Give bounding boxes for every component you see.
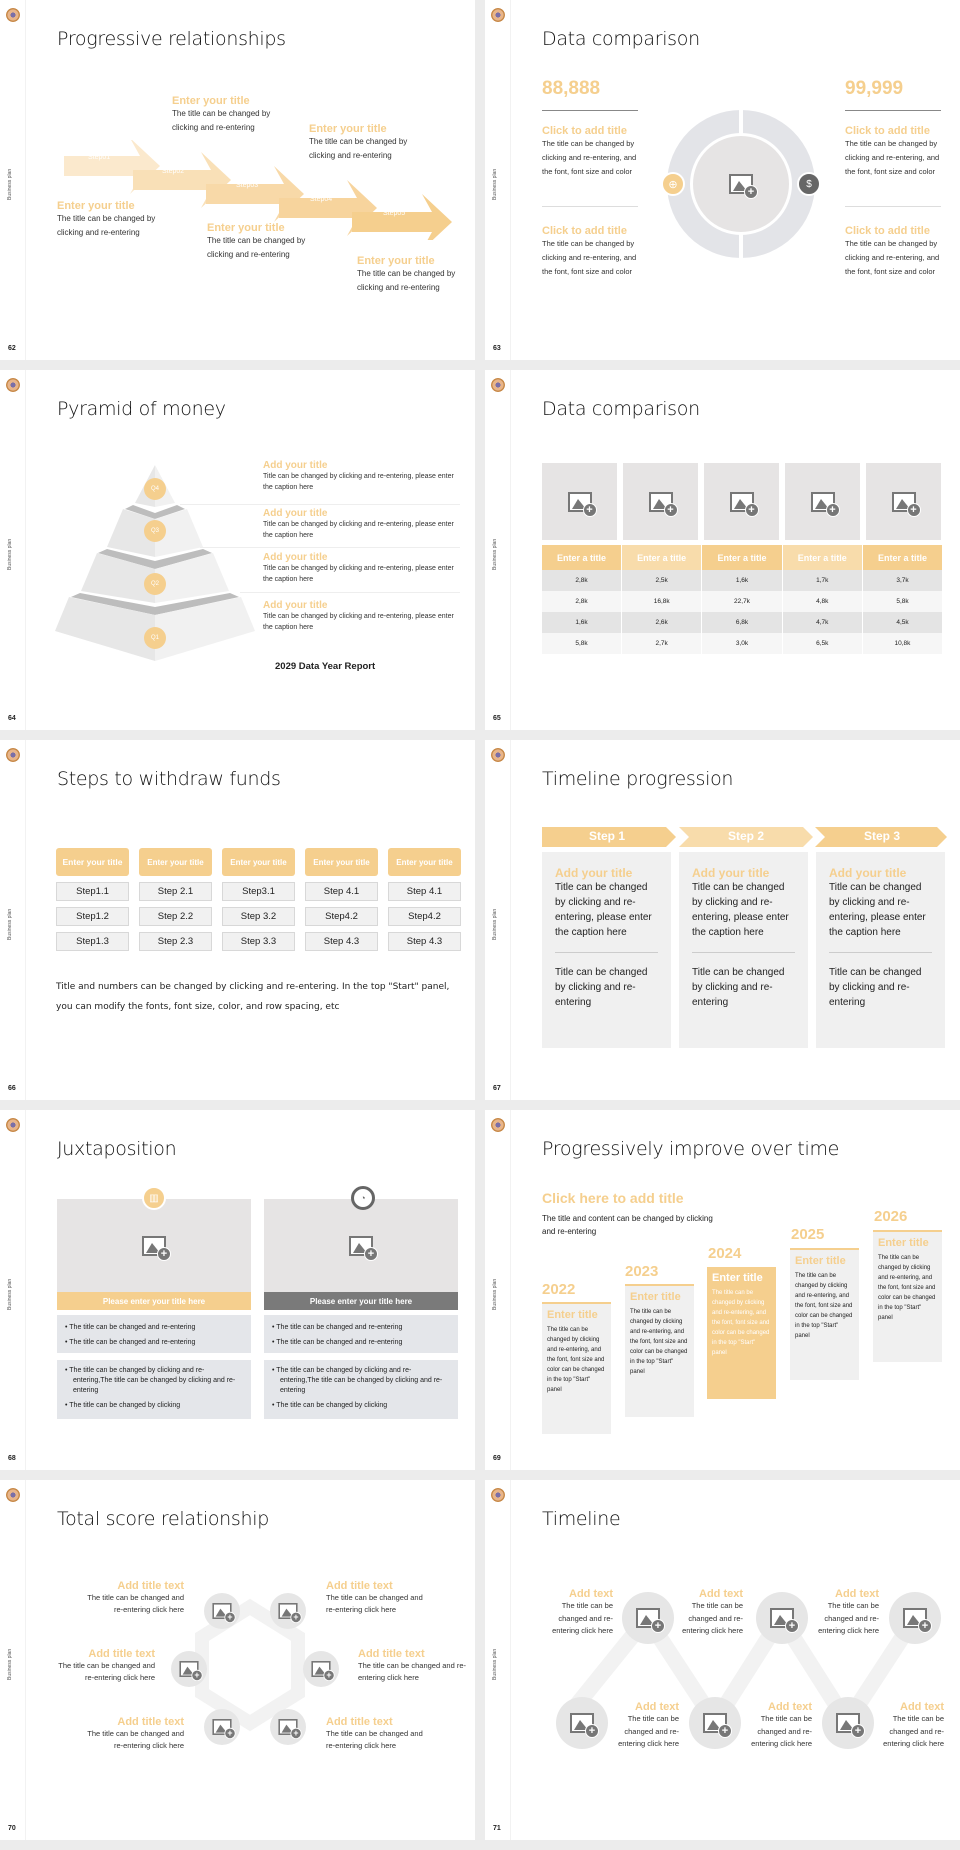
image-placeholder[interactable]: [556, 1697, 608, 1749]
column-head[interactable]: Enter your title: [305, 848, 378, 876]
column-header: Enter a title: [877, 552, 927, 563]
arrow-label: Step01: [88, 154, 111, 161]
side-label: Business plan: [492, 1278, 498, 1310]
table-row: 2,8k 2,5k 1,6k 1,7k 3,7k: [542, 570, 942, 591]
right-number: 99,999: [845, 78, 904, 99]
image-add-icon: [730, 492, 754, 512]
sidebar: [485, 0, 511, 360]
text-block[interactable]: Add text The title can be changed and re-entering click here: [618, 1701, 679, 1748]
image-add-icon: [836, 1713, 860, 1733]
year-card[interactable]: Enter title The title can be changed by clicking and re-entering, and the font, font size and color can be changed in the top "Start" panel: [790, 1248, 859, 1380]
logo-icon: [491, 1118, 505, 1132]
text-block[interactable]: Add title text The title can be changed and re-entering click here: [87, 1716, 184, 1750]
text-block[interactable]: Add your title Title can be changed by clicking and re-entering, please enter the caption here: [263, 552, 454, 583]
image-add-icon: [349, 1236, 373, 1256]
side-label: Business plan: [7, 1648, 13, 1680]
image-placeholder[interactable]: [866, 463, 941, 540]
column-head[interactable]: Enter your title: [222, 848, 295, 876]
slide-title: Total score relationship: [57, 1508, 269, 1530]
year-label: 2025: [791, 1226, 825, 1243]
image-add-icon: [568, 492, 592, 512]
column-header: Enter a title: [622, 545, 702, 570]
subtext[interactable]: The title and content can be changed by clicking and re-entering: [542, 1214, 713, 1236]
year-card[interactable]: Enter title The title can be changed by clicking and re-entering, and the font, font size and color can be changed in the top "Start" panel: [625, 1284, 694, 1417]
step-cell[interactable]: Step 4.1: [388, 882, 461, 901]
page-number: 64: [8, 715, 16, 722]
slide-title: Progressively improve over time: [542, 1138, 840, 1160]
column-header: Enter a title: [702, 545, 782, 570]
image-placeholder[interactable]: [270, 1709, 306, 1745]
logo-icon: [6, 8, 20, 22]
side-label: Business plan: [7, 538, 13, 570]
side-label: Business plan: [492, 908, 498, 940]
image-placeholder[interactable]: [270, 1593, 306, 1629]
side-label: Business plan: [492, 1648, 498, 1680]
slide-66[interactable]: [0, 740, 475, 1100]
image-add-icon: [311, 1661, 330, 1677]
divider: [845, 110, 941, 111]
text-block[interactable]: Add text The title can be changed and re-entering click here: [818, 1588, 879, 1635]
image-add-icon: [649, 492, 673, 512]
text-block[interactable]: Click to add title The title can be changed by clicking and re-entering, and the font, font size and color: [542, 225, 637, 276]
step-column: [139, 848, 212, 951]
step-cell[interactable]: Step1.3: [56, 932, 129, 951]
image-placeholder[interactable]: [171, 1651, 207, 1687]
level-badge: Q4: [144, 478, 166, 500]
image-placeholder[interactable]: [622, 1592, 674, 1644]
slide-title: Steps to withdraw funds: [57, 768, 281, 790]
text-block[interactable]: Enter your title The title can be changed by clicking and re-entering: [57, 200, 156, 237]
slide-67[interactable]: [485, 740, 960, 1100]
image-add-icon: [142, 1236, 166, 1256]
divider: [200, 547, 460, 548]
side-label: Business plan: [492, 538, 498, 570]
clock-icon: ◔: [351, 1186, 375, 1210]
year-label: 2023: [625, 1263, 659, 1280]
side-label: Business plan: [7, 1278, 13, 1310]
slide-63[interactable]: [485, 0, 960, 360]
text-block[interactable]: Enter your title The title can be changed by clicking and re-entering: [207, 222, 306, 259]
sidebar: [485, 370, 511, 730]
arrow-label: Step02: [162, 168, 185, 175]
image-add-icon: [703, 1713, 727, 1733]
step-cell[interactable]: Step 4.3: [388, 932, 461, 951]
text-block[interactable]: Add your title Title can be changed by clicking and re-entering, please enter the caption here: [263, 508, 454, 539]
data-table: [542, 545, 942, 654]
image-placeholder[interactable]: [889, 1592, 941, 1644]
report-label: 2029 Data Year Report: [275, 661, 376, 672]
slide-71[interactable]: [485, 1480, 960, 1840]
text-block[interactable]: Add your title Title can be changed by clicking and re-entering, please enter the caption here: [263, 460, 454, 491]
text-block[interactable]: Add text The title can be changed and re-entering click here: [552, 1588, 613, 1635]
page-number: 63: [493, 345, 501, 352]
page-number: 69: [493, 1455, 501, 1462]
slide-title: Data comparison: [542, 398, 700, 420]
step-cell[interactable]: Step4.2: [305, 907, 378, 926]
arrow-label: Step03: [236, 182, 259, 189]
step-cell[interactable]: Step 2.2: [139, 907, 212, 926]
image-placeholder[interactable]: [756, 1592, 808, 1644]
slide-69[interactable]: [485, 1110, 960, 1470]
step-cell[interactable]: Step 4.3: [305, 932, 378, 951]
step-cell[interactable]: Step 3.2: [222, 907, 295, 926]
text-block[interactable]: Enter your title The title can be changed by clicking and re-entering: [357, 255, 456, 292]
image-placeholder[interactable]: [785, 463, 860, 540]
image-placeholder[interactable]: [542, 463, 617, 540]
image-placeholder[interactable]: [303, 1651, 339, 1687]
text-block[interactable]: Click to add title The title can be changed by clicking and re-entering, and the font, font size and color: [542, 125, 637, 176]
level-badge: Q3: [144, 520, 166, 542]
step-cell[interactable]: Step1.2: [56, 907, 129, 926]
step-column: [388, 848, 461, 951]
left-number: 88,888: [542, 78, 601, 99]
sidebar: [0, 740, 26, 1100]
logo-icon: [6, 1488, 20, 1502]
image-add-icon: [636, 1608, 660, 1628]
text-block[interactable]: Add title text The title can be changed and re-entering click here: [326, 1580, 423, 1614]
slide-68[interactable]: [0, 1110, 475, 1470]
sidebar: [0, 1480, 26, 1840]
year-card[interactable]: Enter title The title can be changed by clicking and re-entering, and the font, font size and color can be changed in the top "Start" panel: [873, 1230, 942, 1362]
logo-icon: [6, 1118, 20, 1132]
year-card[interactable]: Enter title The title can be changed by clicking and re-entering, and the font, font size and color can be changed in the top "Start" panel: [542, 1302, 611, 1434]
table-row: 1,6k 2,6k 6,8k 4,7k 4,5k: [542, 612, 942, 633]
image-add-icon: [278, 1603, 297, 1619]
card-banner[interactable]: Please enter your title here: [264, 1292, 458, 1310]
image-add-icon: [811, 492, 835, 512]
step-column: [222, 848, 295, 951]
image-add-icon: [278, 1719, 297, 1735]
image-add-icon: [903, 1608, 927, 1628]
side-label: Business plan: [7, 168, 13, 200]
logo-icon: [6, 378, 20, 392]
sidebar: [0, 0, 26, 360]
page-number: 67: [493, 1085, 501, 1092]
image-placeholder[interactable]: [57, 1199, 251, 1292]
slide-title: Juxtaposition: [57, 1138, 177, 1160]
step-card[interactable]: Add your title Title can be changed by clicking and re-entering, please enter the caption here Title can be changed by clicking and re-entering: [679, 852, 808, 1048]
page-number: 66: [8, 1085, 16, 1092]
step-cell[interactable]: Step 4.1: [305, 882, 378, 901]
step-cell[interactable]: Step3.1: [222, 882, 295, 901]
text-block[interactable]: Click to add title The title can be changed by clicking and re-entering, and the font, font size and color: [845, 125, 940, 176]
step-label: Step 2: [727, 829, 764, 843]
step-cell[interactable]: Step 2.3: [139, 932, 212, 951]
text-block[interactable]: Enter your title The title can be changed by clicking and re-entering: [172, 95, 271, 132]
image-add-icon: [212, 1603, 231, 1619]
arrow-label: Step05: [383, 210, 406, 217]
bullet-list[interactable]: • The title can be changed and re-entering • The title can be changed and re-entering: [57, 1315, 251, 1353]
image-placeholder[interactable]: [704, 463, 779, 540]
step-card[interactable]: Add your title Title can be changed by clicking and re-entering, please enter the caption here Title can be changed by clicking and re-entering: [816, 852, 945, 1048]
column-head[interactable]: Enter your title: [139, 848, 212, 876]
text-block[interactable]: Add your title Title can be changed by clicking and re-entering, please enter the caption here: [263, 600, 454, 631]
text-block[interactable]: Add title text The title can be changed and re-entering click here: [58, 1648, 155, 1682]
money-bag-icon: $: [797, 172, 821, 196]
year-label: 2022: [542, 1281, 576, 1298]
column-head[interactable]: Enter your title: [56, 848, 129, 876]
step-label: Step 3: [863, 829, 900, 843]
table-row: 5,8k 2,7k 3,0k 6,5k 10,8k: [542, 633, 942, 654]
text-block[interactable]: Enter your title The title can be changed by clicking and re-entering: [309, 123, 408, 160]
bullet-list[interactable]: • The title can be changed by clicking and re-entering,The title can be changed by clicking and re-entering • The title can be changed by clicking: [264, 1360, 458, 1419]
image-placeholder[interactable]: [204, 1709, 240, 1745]
page-number: 62: [8, 345, 16, 352]
image-add-icon: [179, 1661, 198, 1677]
step-cell[interactable]: Step 3.3: [222, 932, 295, 951]
year-label: 2024: [708, 1245, 742, 1262]
text-block[interactable]: Click to add title The title can be changed by clicking and re-entering, and the font, font size and color: [845, 225, 940, 276]
sidebar: [485, 1110, 511, 1470]
chart-icon: ▥: [142, 1186, 166, 1210]
divider: [542, 206, 638, 207]
image-placeholder[interactable]: [204, 1593, 240, 1629]
slide-title: Progressive relationships: [57, 28, 286, 50]
level-badge: Q1: [144, 627, 166, 649]
image-add-icon: [770, 1608, 794, 1628]
year-card-highlight[interactable]: Enter title The title can be changed by clicking and re-entering, and the font, font size and color can be changed in the top "Start" panel: [707, 1267, 776, 1399]
image-add-icon: [892, 492, 916, 512]
logo-icon: [6, 748, 20, 762]
step-cell[interactable]: Step1.1: [56, 882, 129, 901]
side-label: Business plan: [492, 168, 498, 200]
note-text[interactable]: Title and numbers can be changed by clicking and re-entering. In the top "Start" panel, you can modify the fonts, font size, color, and row spacing, etc: [56, 982, 450, 1012]
page-number: 65: [493, 715, 501, 722]
bullet-list[interactable]: • The title can be changed and re-entering • The title can be changed and re-entering: [264, 1315, 458, 1353]
page-number: 71: [493, 1825, 501, 1832]
step-cell[interactable]: Step4.2: [388, 907, 461, 926]
slide-title: Pyramid of money: [57, 398, 226, 420]
image-add-icon: [212, 1719, 231, 1735]
logo-icon: [491, 378, 505, 392]
slide-title: Timeline progression: [542, 768, 734, 790]
image-placeholder[interactable]: [264, 1199, 458, 1292]
image-add-icon: [570, 1713, 594, 1733]
image-add-icon: [729, 174, 753, 194]
image-placeholder[interactable]: [690, 133, 792, 235]
zigzag-path: [485, 1480, 960, 1840]
text-block[interactable]: Add title text The title can be changed and re-entering click here: [358, 1648, 466, 1682]
step-column: [56, 848, 129, 951]
image-placeholder[interactable]: [623, 463, 698, 540]
page-number: 68: [8, 1455, 16, 1462]
divider: [180, 504, 460, 505]
text-block[interactable]: Add text The title can be changed and re-entering click here: [682, 1588, 743, 1635]
card-banner[interactable]: Please enter your title here: [57, 1292, 251, 1310]
column-header: Enter a title: [782, 545, 862, 570]
column-header: Enter a title: [542, 545, 622, 570]
year-label: 2026: [874, 1208, 908, 1225]
text-block[interactable]: Add title text The title can be changed and re-entering click here: [326, 1716, 423, 1750]
arrow-label: Step04: [310, 196, 333, 203]
image-placeholder[interactable]: [822, 1697, 874, 1749]
divider: [542, 110, 638, 111]
level-badge: Q2: [144, 573, 166, 595]
side-label: Business plan: [7, 908, 13, 940]
sidebar: [0, 370, 26, 730]
column-head[interactable]: Enter your title: [388, 848, 461, 876]
divider: [845, 206, 941, 207]
page-number: 70: [8, 1825, 16, 1832]
step-card[interactable]: Add your title Title can be changed by clicking and re-entering, please enter the caption here Title can be changed by clicking and re-entering: [542, 852, 671, 1048]
headline[interactable]: Click here to add title: [542, 1190, 684, 1206]
slide-title: Timeline: [542, 1508, 621, 1530]
image-placeholder[interactable]: [689, 1697, 741, 1749]
text-block[interactable]: Add text The title can be changed and re-entering click here: [883, 1701, 944, 1748]
step-cell[interactable]: Step 2.1: [139, 882, 212, 901]
slide-62[interactable]: [0, 0, 475, 360]
step-column: [305, 848, 378, 951]
text-block[interactable]: Add title text The title can be changed and re-entering click here: [87, 1580, 184, 1614]
sidebar: [485, 740, 511, 1100]
logo-icon: [491, 748, 505, 762]
slide-70[interactable]: [0, 1480, 475, 1840]
slide-title: Data comparison: [542, 28, 700, 50]
logo-icon: [491, 8, 505, 22]
money-icon: ⊕: [661, 172, 685, 196]
divider: [240, 592, 460, 593]
step-label: Step 1: [588, 829, 625, 843]
steps-grid: [56, 848, 461, 951]
table-row: 2,8k 16,8k 22,7k 4,8k 5,8k: [542, 591, 942, 612]
slide-64[interactable]: [0, 370, 475, 730]
sidebar: [0, 1110, 26, 1470]
bullet-list[interactable]: • The title can be changed by clicking and re-entering,The title can be changed by clicking and re-entering • The title can be changed by clicking: [57, 1360, 251, 1419]
text-block[interactable]: Add text The title can be changed and re-entering click here: [751, 1701, 812, 1748]
slide-65[interactable]: [485, 370, 960, 730]
image-row: [542, 463, 941, 540]
